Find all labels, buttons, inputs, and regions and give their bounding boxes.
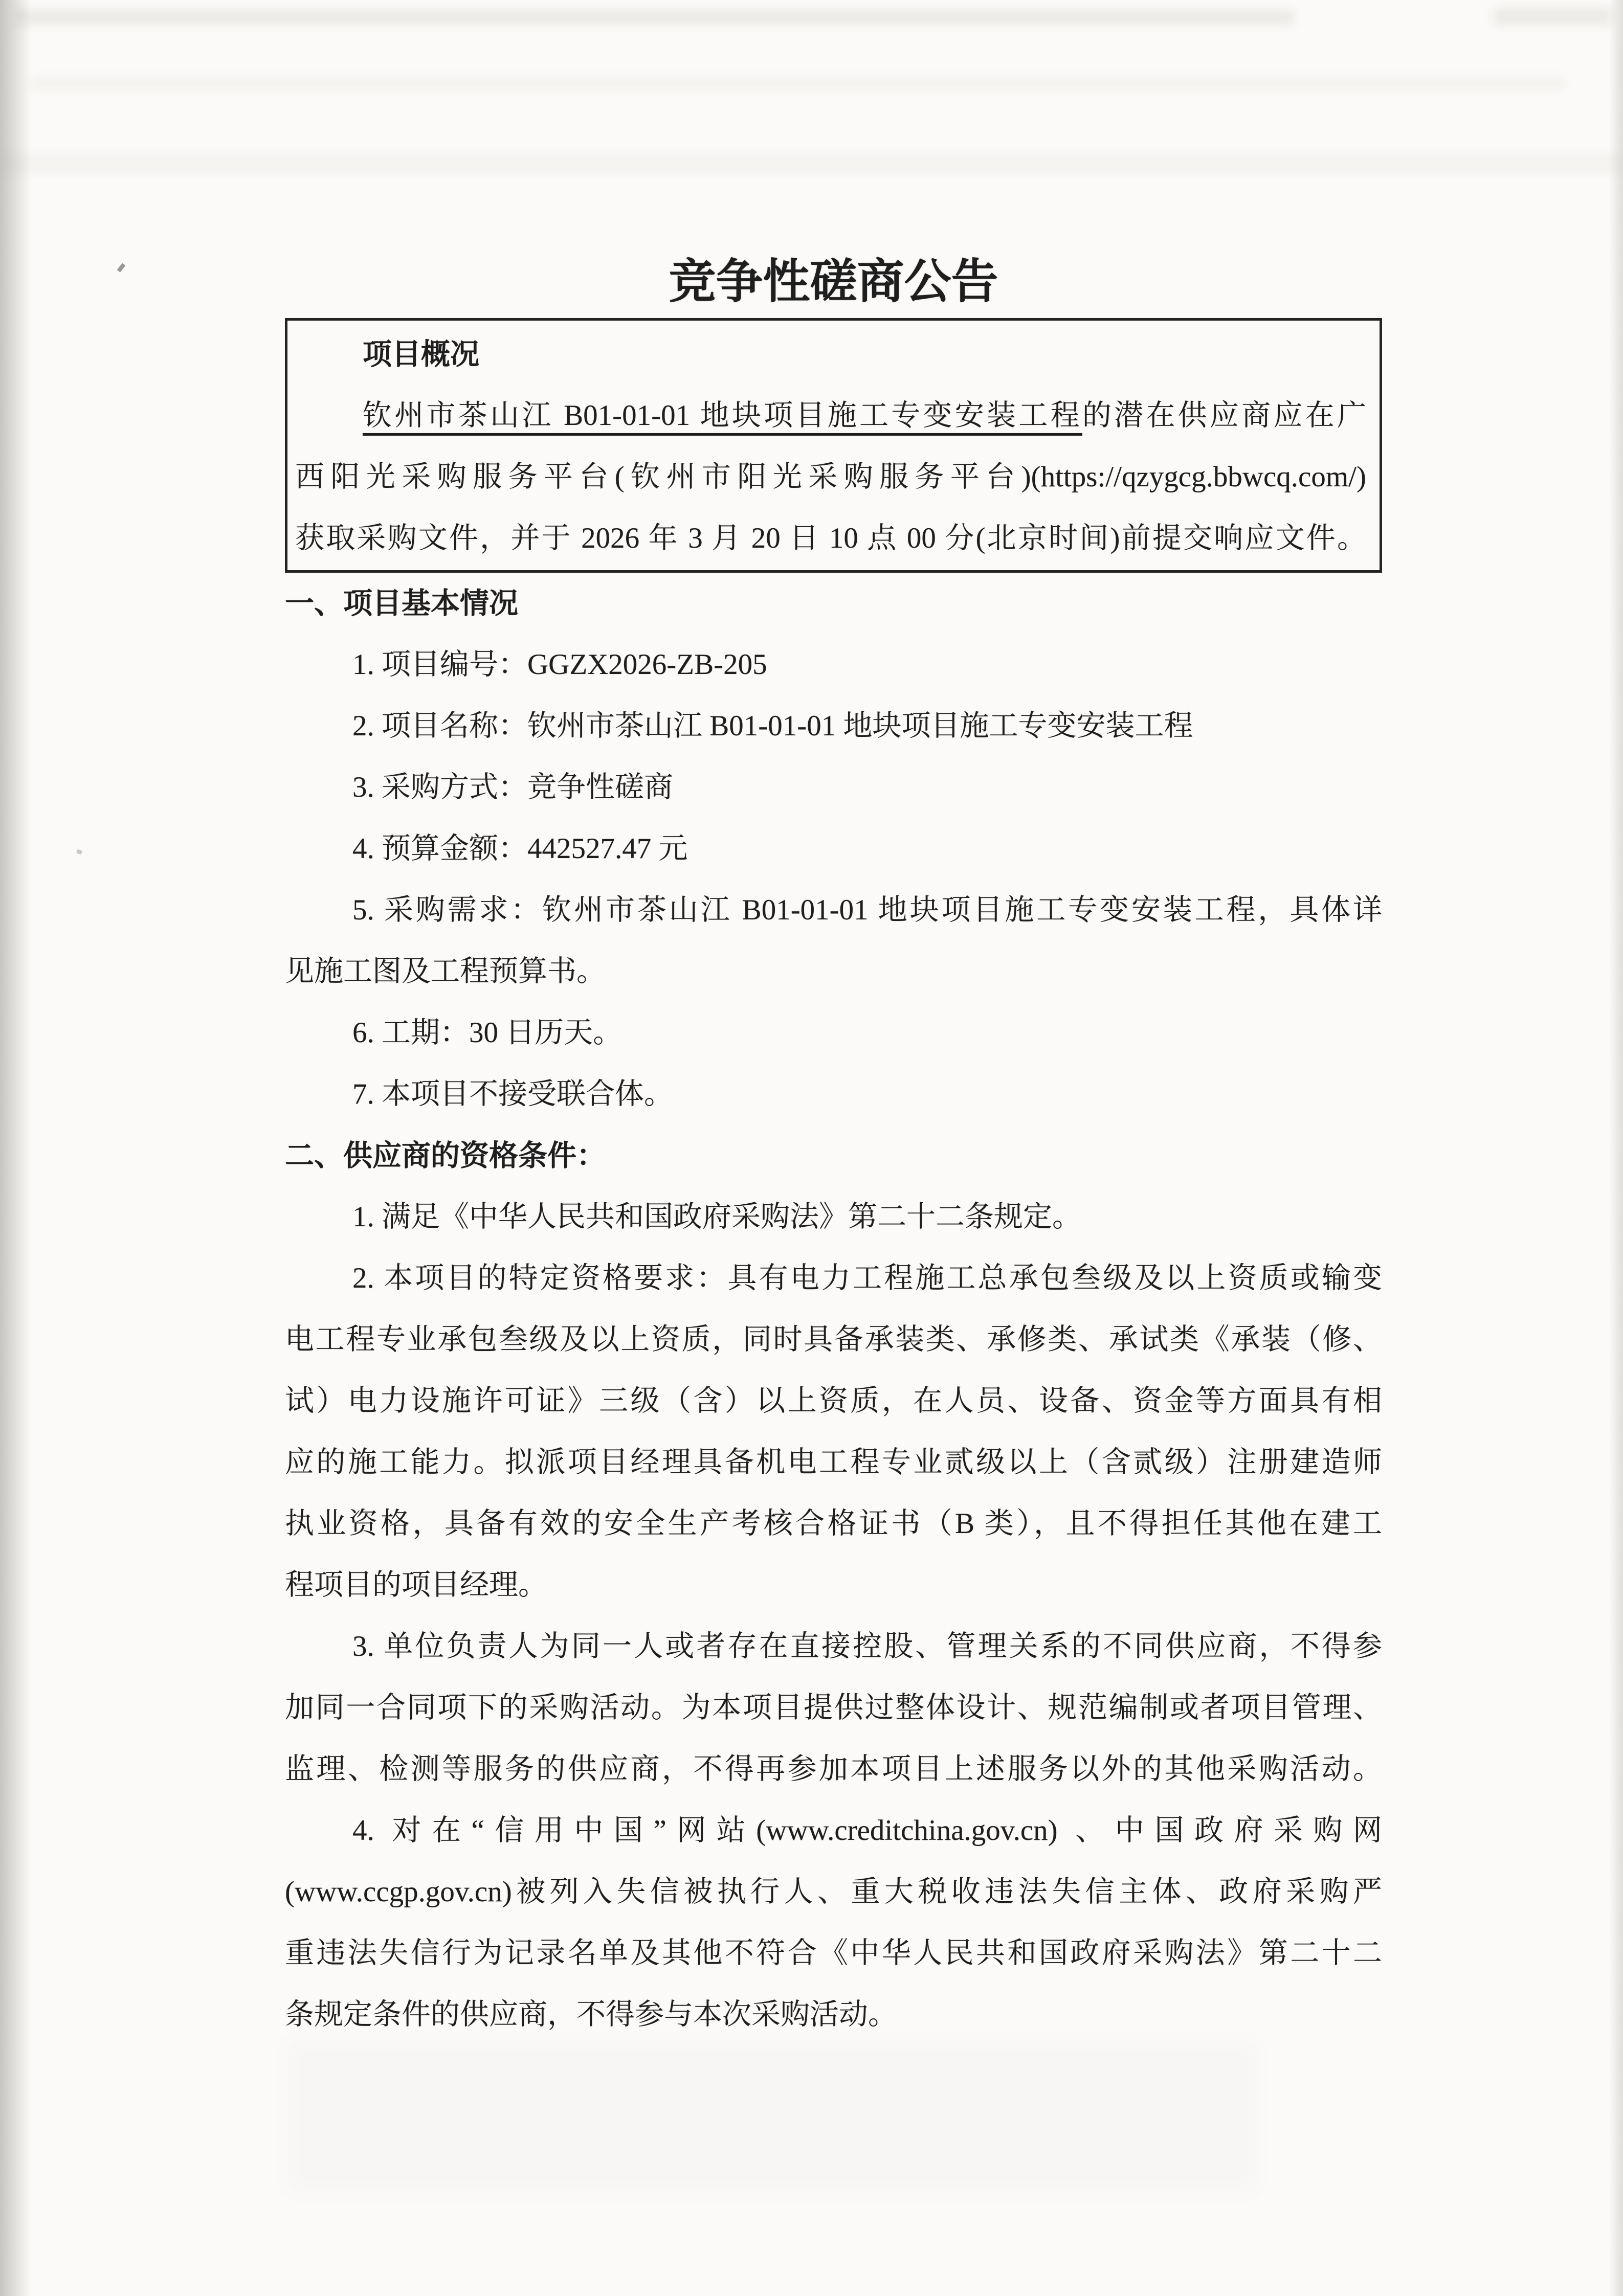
scan-ghosting xyxy=(0,153,1623,174)
line-same-responsible-person-3: 监理、检测等服务的供应商，不得再参加本项目上述服务以外的其他采购活动。 xyxy=(285,1753,1382,1785)
line-qualification-law: 1. 满足《中华人民共和国政府采购法》第二十二条规定。 xyxy=(352,1201,1081,1233)
page-title: 竞争性磋商公告 xyxy=(669,254,998,309)
scan-speck xyxy=(117,263,126,272)
section-1-heading: 一、项目基本情况 xyxy=(285,587,518,620)
project-name-underlined: 钦州市茶山江 B01-01-01 地块项目施工专变安装工程 xyxy=(363,399,1082,432)
scan-ghosting xyxy=(286,2040,1258,2194)
scan-edge-shadow-left xyxy=(0,0,31,2296)
overview-heading: 项目概况 xyxy=(363,337,479,371)
scan-ghosting xyxy=(31,77,1565,90)
line-same-responsible-person-2: 加同一合同项下的采购活动。为本项目提供过整体设计、规范编制或者项目管理、 xyxy=(285,1692,1382,1724)
section-2-heading: 二、供应商的资格条件： xyxy=(285,1139,606,1173)
line-project-name: 2. 项目名称：钦州市茶山江 B01-01-01 地块项目施工专变安装工程 xyxy=(352,710,1193,742)
line-credit-china-1: 4. 对在“信用中国”网站(www.creditchina.gov.cn) 、中国政府采购网 xyxy=(352,1814,1382,1847)
document-content xyxy=(285,244,1382,2045)
line-specific-qualification-2: 电工程专业承包叁级及以上资质，同时具备承装类、承修类、承试类《承装（修、 xyxy=(285,1323,1382,1356)
section-qualification xyxy=(285,1125,1382,2045)
overview-intro-line-1-rest: 的潜在供应商应在广 xyxy=(1082,399,1367,432)
line-specific-qualification-1: 2. 本项目的特定资格要求：具有电力工程施工总承包叁级及以上资质或输变 xyxy=(352,1262,1382,1294)
section-basic-info xyxy=(285,573,1382,1125)
overview-intro-line-3: 获取采购文件，并于 2026 年 3 月 20 日 10 点 00 分(北京时间)前提交响应文件。 xyxy=(295,522,1366,554)
line-procurement-requirement: 5. 采购需求：钦州市茶山江 B01-01-01 地块项目施工专变安装工程，具体详 xyxy=(352,894,1382,926)
line-project-number: 1. 项目编号：GGZX2026-ZB-205 xyxy=(352,648,767,681)
line-credit-china-2: (www.ccgp.gov.cn)被列入失信被执行人、重大税收违法失信主体、政府采购严 xyxy=(285,1876,1382,1908)
line-specific-qualification-4: 应的施工能力。拟派项目经理具备机电工程专业贰级以上（含贰级）注册建造师 xyxy=(285,1446,1382,1478)
overview-intro-line-2: 西阳光采购服务平台(钦州市阳光采购服务平台)(https://qzygcg.bbwcq.com/) xyxy=(295,461,1366,493)
line-construction-period: 6. 工期：30 日历天。 xyxy=(352,1017,622,1049)
overview-intro-line-1 xyxy=(295,385,1366,446)
line-specific-qualification-3: 试）电力设施许可证》三级（含）以上资质，在人员、设备、资金等方面具有相 xyxy=(285,1385,1382,1417)
line-credit-china-3: 重违法失信行为记录名单及其他不符合《中华人民共和国政府采购法》第二十二 xyxy=(285,1937,1382,1969)
project-overview-box xyxy=(285,318,1382,573)
line-procurement-method: 3. 采购方式：竞争性磋商 xyxy=(352,771,673,803)
line-specific-qualification-5: 执业资格，具备有效的安全生产考核合格证书（B 类），且不得担任其他在建工 xyxy=(285,1507,1382,1540)
scan-ghosting xyxy=(1494,7,1611,26)
scan-edge-shadow-right xyxy=(1609,0,1623,2296)
line-credit-china-4: 条规定条件的供应商，不得参与本次采购活动。 xyxy=(285,1998,897,2031)
line-budget-amount: 4. 预算金额：442527.47 元 xyxy=(352,832,688,865)
scan-speck xyxy=(76,849,82,855)
line-procurement-requirement-cont: 见施工图及工程预算书。 xyxy=(285,955,606,987)
line-specific-qualification-end: 程项目的项目经理。 xyxy=(285,1569,547,1601)
scan-ghosting xyxy=(15,9,1294,26)
line-same-responsible-person-1: 3. 单位负责人为同一人或者存在直接控股、管理关系的不同供应商，不得参 xyxy=(352,1630,1382,1662)
line-no-consortium: 7. 本项目不接受联合体。 xyxy=(352,1078,673,1110)
